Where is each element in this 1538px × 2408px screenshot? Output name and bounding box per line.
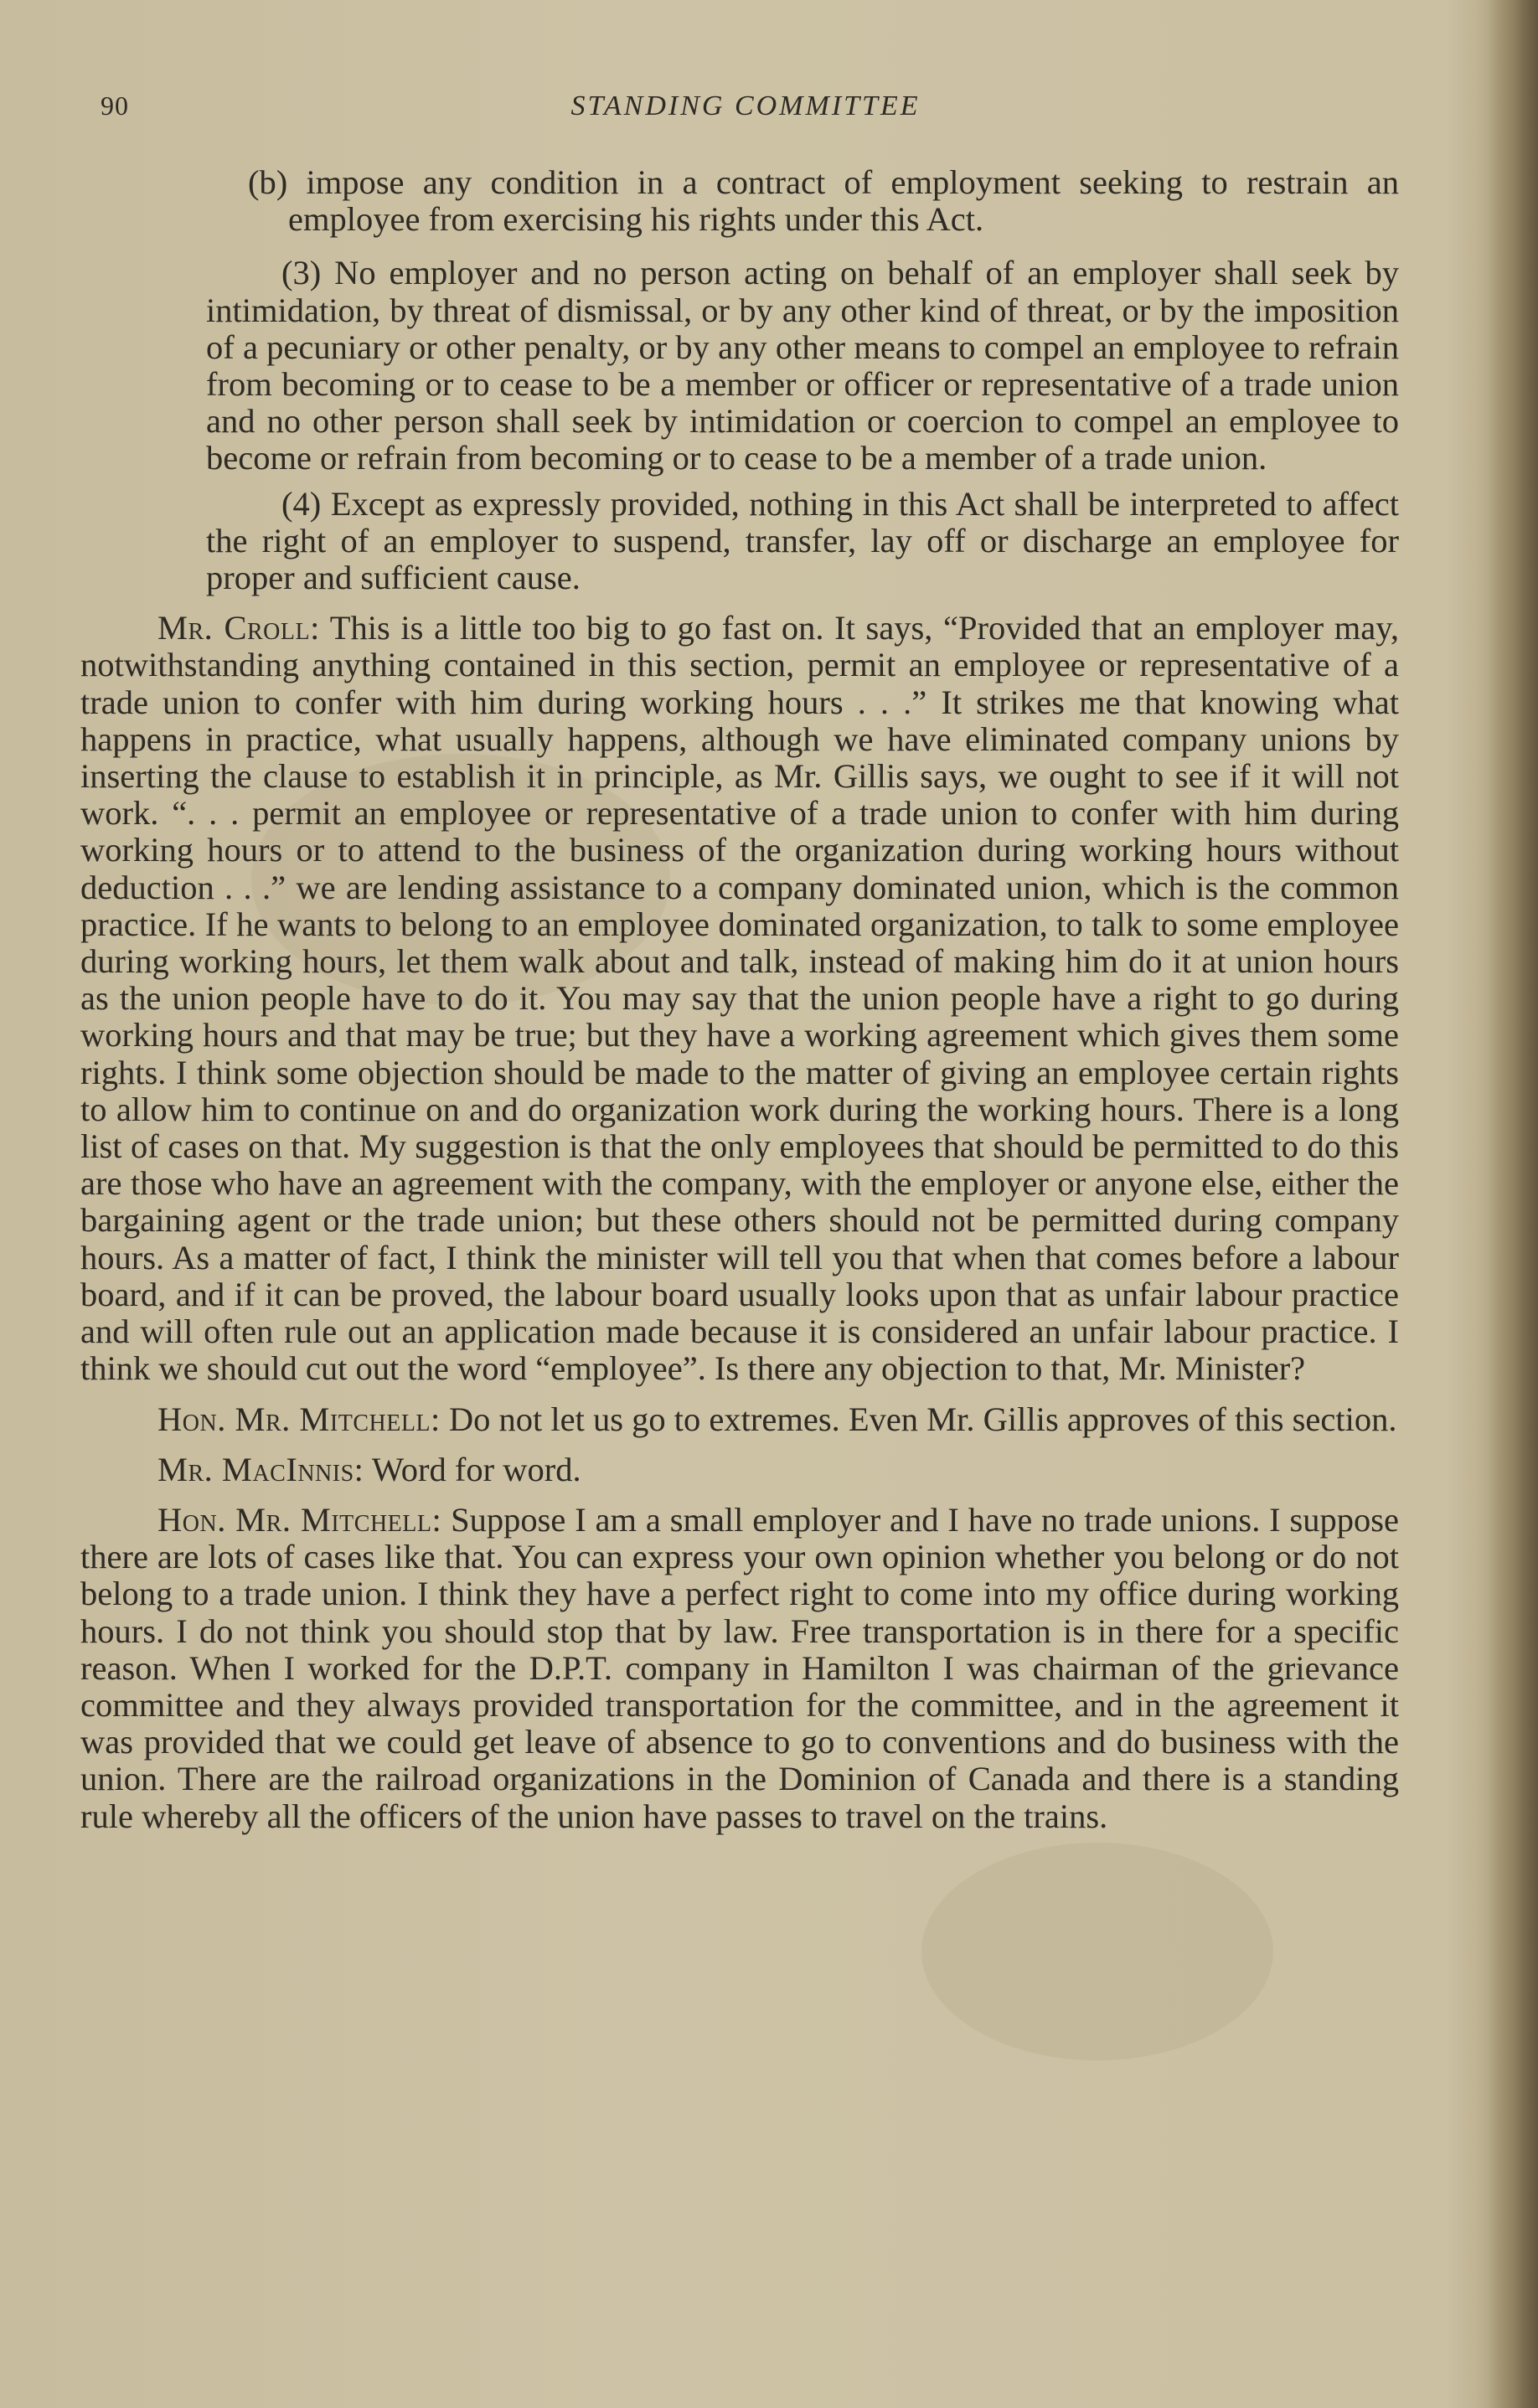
running-title: STANDING COMMITTEE xyxy=(570,90,921,121)
speaker-name: Mr. MacInnis: xyxy=(157,1450,364,1488)
speech-croll xyxy=(80,610,1399,1387)
paper-stain xyxy=(921,1843,1273,2060)
speech-text: Suppose I am a small employer and I have no trade unions. I suppose there are lots of cases like that. You can express your own opinion whether you belong or do not belong to a trade union. I think they have a perfect right to come into my office during working hours. I do not think you should stop that by law. Free transportation is in there for a specific reason. When I worked for the D.P.T. company in Hamilton I was chairman of the grievance committee and they always provided transportation for the committee, and in the agreement it was provided that we could get leave of absence to go to conventions and do business with the union. There are the railroad organizations in the Dominion of Canada and there is a standing rule whereby all the officers of the union have passes to travel on the trains. xyxy=(80,1500,1400,1835)
speech-text: Word for word. xyxy=(371,1450,581,1488)
speech-mitchell-1 xyxy=(80,1401,1399,1438)
speaker-name: Hon. Mr. Mitchell: xyxy=(157,1500,442,1539)
clause-4: (4) Except as expressly provided, nothing in this Act shall be interpreted to affect the right of an employer to suspend, transfer, lay off or discharge an employee for proper and sufficient cause. xyxy=(206,484,1399,597)
speech-mitchell-2 xyxy=(80,1502,1399,1835)
speech-text: Do not let us go to extremes. Even Mr. Gillis approves of this section. xyxy=(448,1400,1397,1438)
speech-macinnis xyxy=(80,1452,1399,1488)
speech-text: This is a little too big to go fast on. It says, “Provided that an employer may, notwithstanding anything contained in this section, permit an employee or representative of a trade union to confer with him during working hours . . .” It strikes me that knowing what happens in practice, what usually happens, although we have eliminated company unions by inserting the clause to establish it in principle, as Mr. Gillis says, we ought to see if it will not work. “. . . permit an employee or representative of a trade union to confer with him during working hours or to attend to the business of the organization during working hours without deduction . . .” we are lending assistance to a company dominated union, which is the common practice. If he wants to belong to an employee dominated organization, to talk to some employee during working hours, let them walk about and talk, instead of making him do it at union hours as the union people have to do it. You may say that the union people have a right to go during working hours and that may be true; but they have a working agreement which gives them some rights. I think some objection should be made to the matter of giving an employee certain rights to allow him to continue on and do organization work during the working hours. There is a long list of cases on that. My suggestion is that the only employees that should be permitted to do this are those who have an agreement with the company, with the employer or anyone else, either the bargaining agent or the trade union; but these others should not be permitted during company hours. As a matter of fact, I think the minister will tell you that when that comes before a labour board, and if it can be proved, the labour board usually looks upon that as unfair labour practice and will often rule out an application made because it is considered an unfair labour practice. I think we should cut out the word “employee”. Is there any objection to that, Mr. Minister? xyxy=(80,609,1399,1388)
page-edge-shadow xyxy=(1488,0,1538,2408)
clause-3: (3) No employer and no person acting on behalf of an employer shall seek by intimidation, by threat of dismissal, or by any other kind of threat, or by the imposition of a pecuniary or other penalty, or by any other means to compel an employee to refrain from becoming or to cease to be a member or officer or representative of a trade union and no other person shall seek by intimidation or coercion to compel an employee to become or refrain from becoming or to cease to be a member of a trade union. xyxy=(206,254,1399,477)
speaker-name: Mr. Croll: xyxy=(157,609,320,647)
page-body xyxy=(80,164,1399,1845)
speaker-name: Hon. Mr. Mitchell: xyxy=(157,1400,441,1438)
page-number: 90 xyxy=(101,90,129,121)
clause-b: (b) impose any condition in a contract of employment seeking to restrain an employee from exercising his rights under this Act. xyxy=(248,163,1399,239)
page-header xyxy=(101,90,1391,132)
